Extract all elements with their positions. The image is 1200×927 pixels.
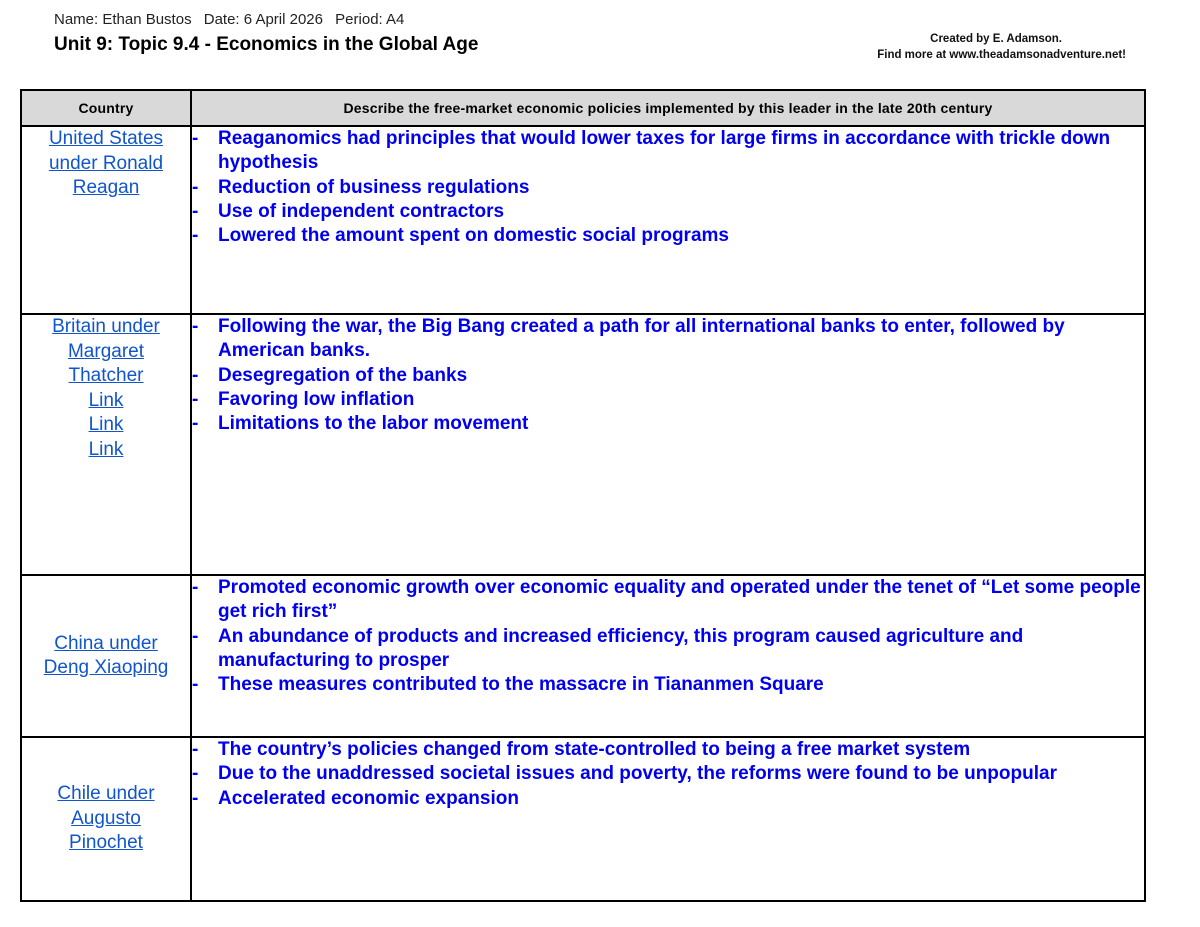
worksheet-title: Unit 9: Topic 9.4 - Economics in the Global Age <box>54 34 479 55</box>
policy-list <box>192 315 1144 436</box>
list-item: - Due to the unaddressed societal issues and poverty, the reforms were found to be unpopular <box>192 762 1144 786</box>
policy-table <box>20 89 1146 902</box>
policy-list <box>192 576 1144 697</box>
description-cell <box>191 737 1145 901</box>
column-header-description: Describe the free-market economic policies implemented by this leader in the late 20th century <box>191 90 1145 126</box>
list-item: - These measures contributed to the massacre in Tiananmen Square <box>192 673 1144 697</box>
list-item: - Use of independent contractors <box>192 200 1144 224</box>
column-header-country: Country <box>21 90 191 126</box>
assignment-date: Date: 6 April 2026 <box>203 11 323 28</box>
policy-list <box>192 738 1144 811</box>
table-row <box>21 126 1145 314</box>
list-item: - Promoted economic growth over economic equality and operated under the tenet of “Let some people get rich first” <box>192 576 1144 625</box>
country-cell <box>21 314 191 575</box>
class-period: Period: A4 <box>335 11 405 28</box>
country-cell <box>21 126 191 314</box>
list-item: - Limitations to the labor movement <box>192 412 1144 436</box>
description-cell <box>191 126 1145 314</box>
table-header-row <box>21 90 1145 126</box>
list-item: - An abundance of products and increased efficiency, this program caused agriculture and manufacturing to prosper <box>192 625 1144 674</box>
country-link-thatcher[interactable]: Britain under Margaret Thatcher <box>52 316 160 386</box>
table-row <box>21 314 1145 575</box>
country-link-pinochet[interactable]: Chile under Augusto Pinochet <box>57 783 155 854</box>
student-name: Name: Ethan Bustos <box>54 11 192 28</box>
policy-list <box>192 127 1144 248</box>
source-link[interactable]: Link <box>88 389 124 411</box>
list-item: - Desegregation of the banks <box>192 364 1144 388</box>
country-link-reagan[interactable]: United States under Ronald Reagan <box>48 128 164 198</box>
credit-author: Created by E. Adamson. <box>930 33 1062 45</box>
list-item: - Following the war, the Big Bang created a path for all international banks to enter, followed by American banks. <box>192 315 1144 364</box>
country-link-deng[interactable]: China under Deng Xiaoping <box>43 632 169 678</box>
credit-block <box>877 31 1126 63</box>
country-cell <box>21 575 191 737</box>
list-item: - The country’s policies changed from state-controlled to being a free market system <box>192 738 1144 762</box>
table-row <box>21 737 1145 901</box>
description-cell <box>191 575 1145 737</box>
credit-website: Find more at www.theadamsonadventure.net! <box>877 49 1126 61</box>
list-item: - Accelerated economic expansion <box>192 787 1144 811</box>
list-item: - Favoring low inflation <box>192 388 1144 412</box>
list-item: - Reaganomics had principles that would lower taxes for large firms in accordance with trickle down hypothesis <box>192 127 1144 176</box>
list-item: - Lowered the amount spent on domestic social programs <box>192 224 1144 248</box>
list-item: - Reduction of business regulations <box>192 176 1144 200</box>
student-info-line <box>54 11 412 28</box>
source-link[interactable]: Link <box>88 438 124 460</box>
country-cell <box>21 737 191 901</box>
table-row <box>21 575 1145 737</box>
source-link[interactable]: Link <box>88 414 124 435</box>
description-cell <box>191 314 1145 575</box>
